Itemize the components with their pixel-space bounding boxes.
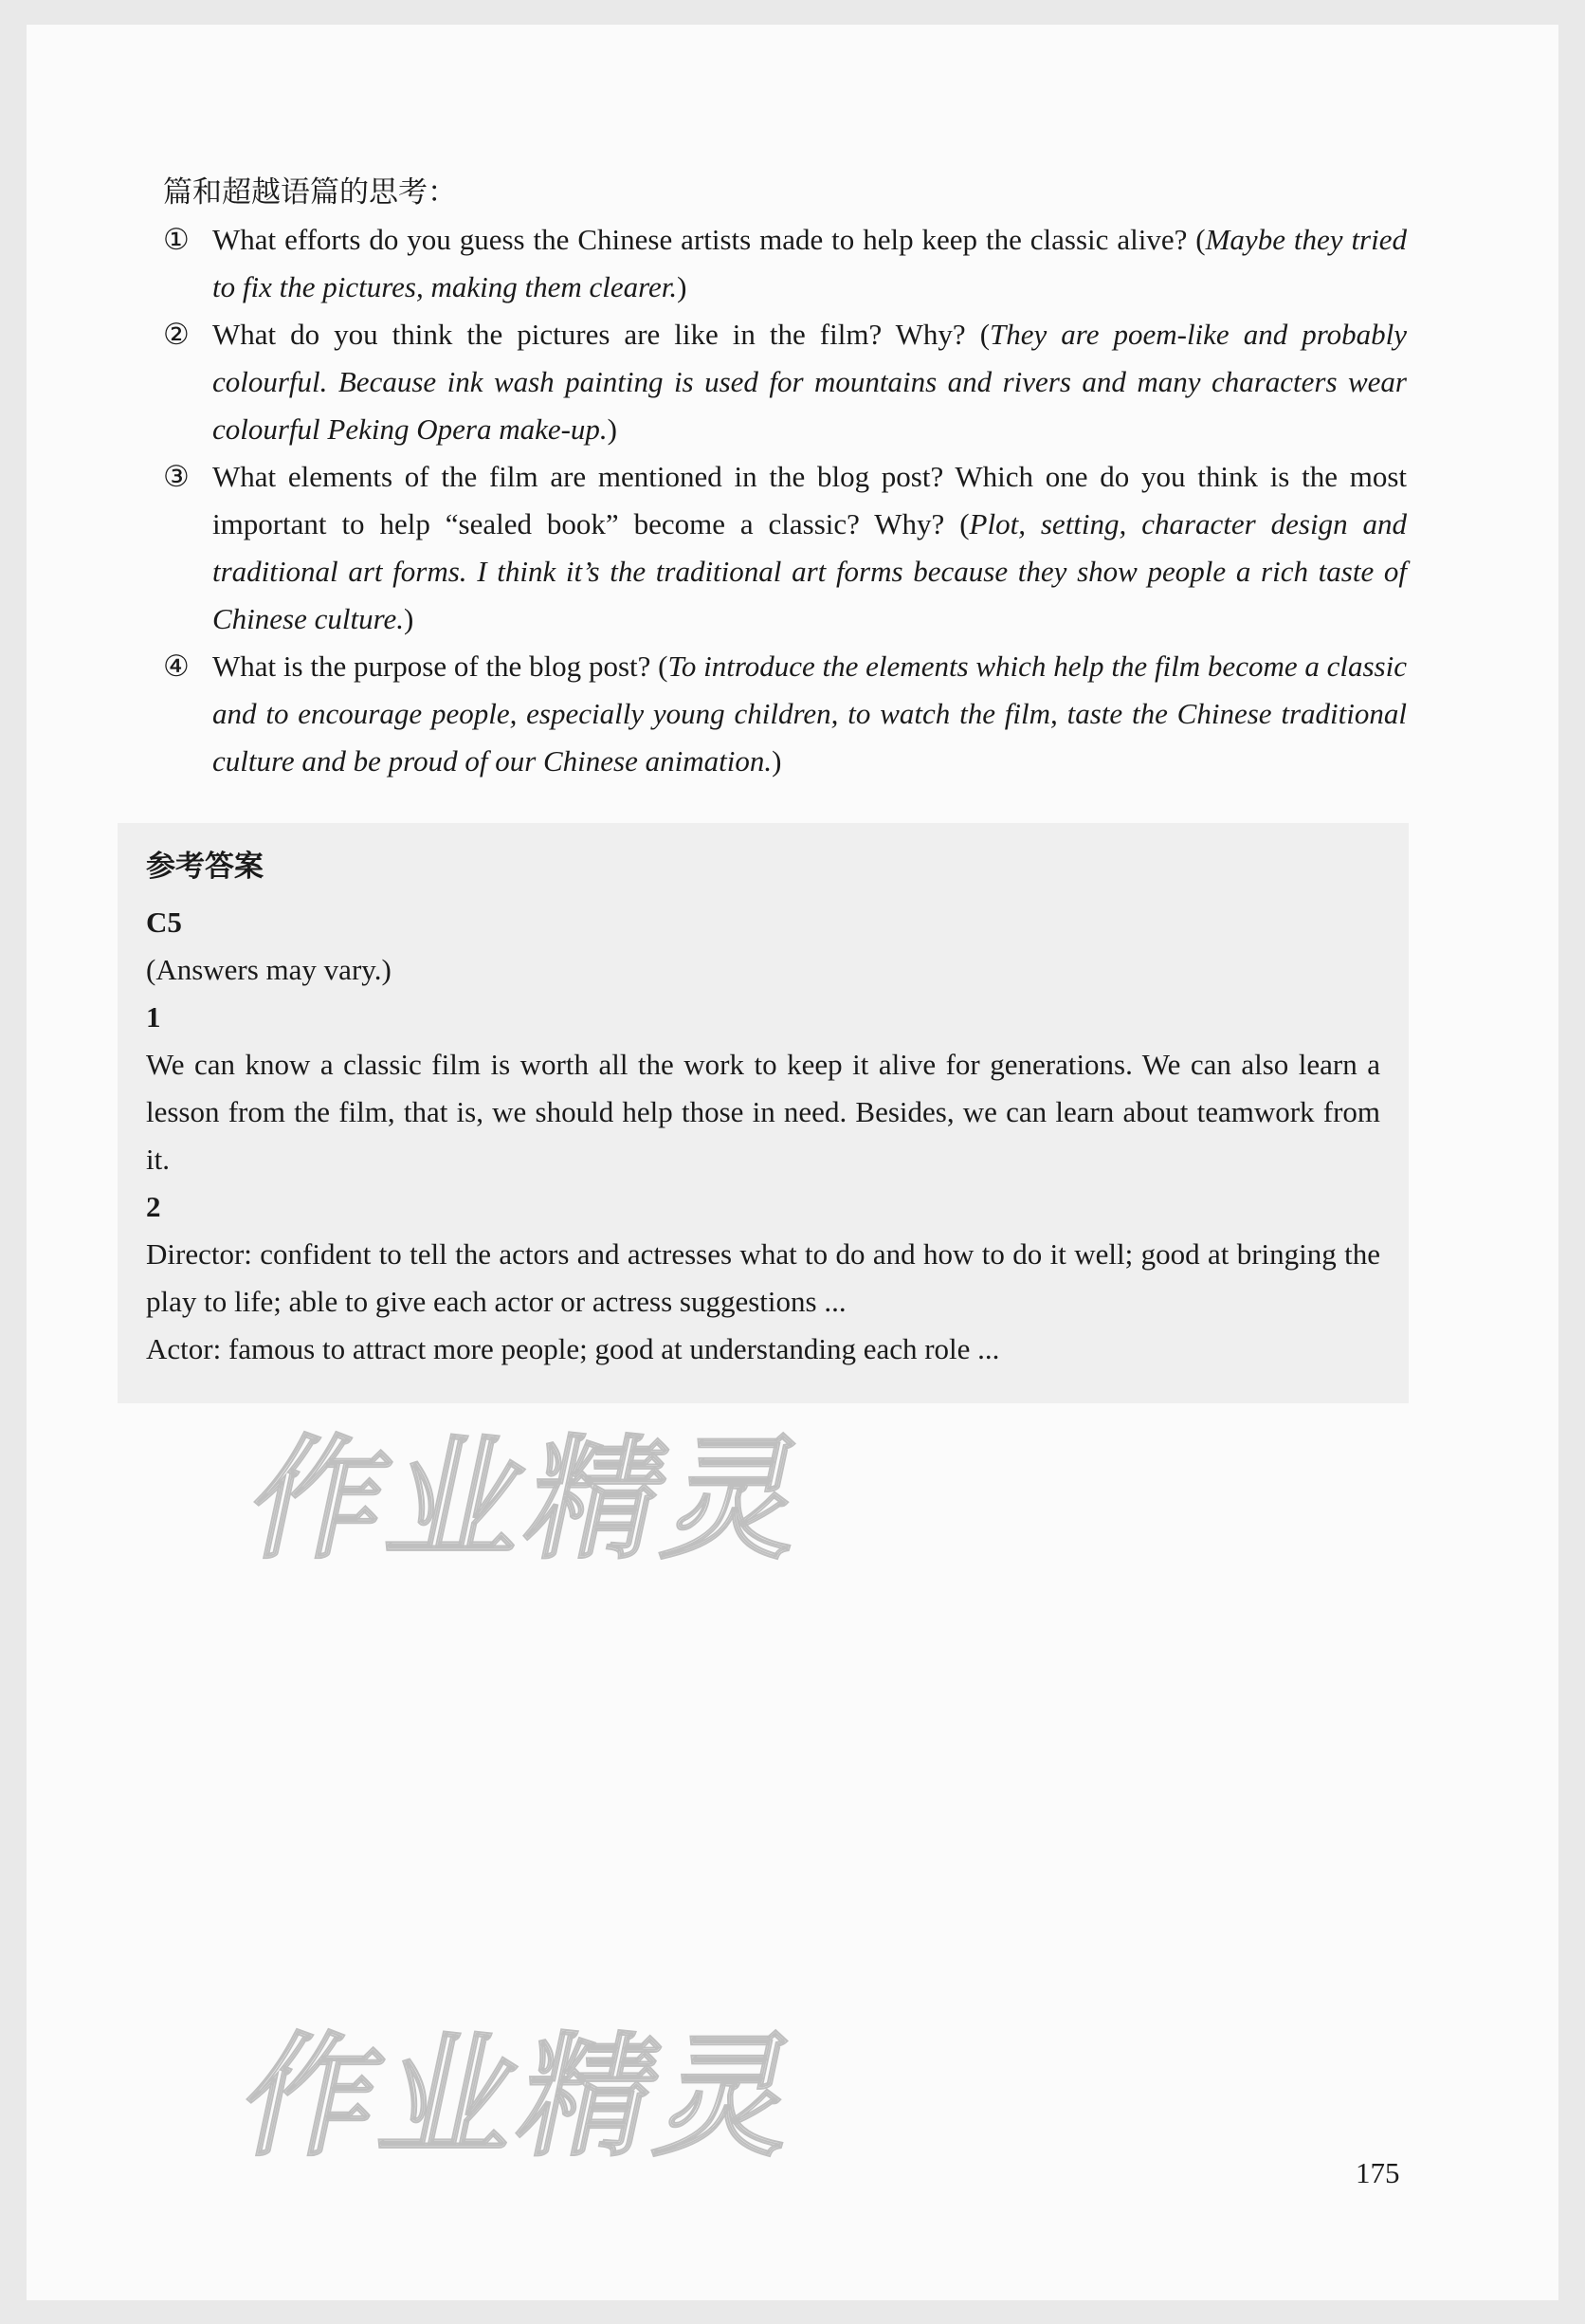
question-answer: Plot, setting, character design and traditional art forms. I think it’s the traditional art forms because they show people a rich taste of Chinese culture. xyxy=(212,507,1407,635)
answer-note: (Answers may vary.) xyxy=(146,953,392,986)
question-text: What do you think the pictures are like in the film? Why? ( xyxy=(212,318,991,351)
question-answer: They are poem-like and probably colourful. Because ink wash painting is used for mountains and rivers and many characters wear colourful Peking Opera make-up. xyxy=(212,318,1407,446)
question-number: ① xyxy=(163,223,190,257)
question-number: ② xyxy=(163,318,190,352)
question-item xyxy=(163,643,1407,785)
question-item xyxy=(163,311,1407,453)
question-number: ④ xyxy=(163,650,190,684)
question-text: What is the purpose of the blog post? ( xyxy=(212,650,668,683)
answer-director-text: Director: confident to tell the actors and actresses what to do and how to do it well; good at bringing the play to life; able to give each actor or actress suggestions ... xyxy=(146,1237,1380,1318)
question-text: What elements of the film are mentioned in the blog post? Which one do you think is the most important to help “sealed book” become a classic? Why? ( xyxy=(212,460,1407,540)
section-label: C5 xyxy=(146,906,182,939)
question-close: ) xyxy=(677,270,687,303)
intro-text: 篇和超越语篇的思考： xyxy=(163,175,457,209)
question-item xyxy=(163,216,1407,311)
question-number: ③ xyxy=(163,460,190,494)
answer-item-number: 1 xyxy=(146,1000,161,1034)
answer-item-number: 2 xyxy=(146,1190,161,1223)
page-number: 175 xyxy=(1356,2156,1400,2189)
answer-actor-text: Actor: famous to attract more people; good at understanding each role ... xyxy=(146,1332,1000,1365)
reference-answer-box xyxy=(118,823,1409,1403)
question-close: ) xyxy=(772,744,782,778)
questions-section xyxy=(163,169,1407,785)
watermark-logo: 作业精灵 xyxy=(237,1423,824,1578)
question-answer: Maybe they tried to fix the pictures, making them clearer. xyxy=(212,223,1407,303)
question-answer: To introduce the elements which help the film become a classic and to encourage people, especially young children, to watch the film, taste the Chinese traditional culture and be proud of our Chinese animation. xyxy=(212,650,1407,778)
question-text: What efforts do you guess the Chinese artists made to help keep the classic alive? ( xyxy=(212,223,1206,256)
question-close: ) xyxy=(404,602,414,635)
reference-answer-title: 参考答案 xyxy=(146,850,264,884)
reference-answer-content xyxy=(146,842,1380,1373)
question-list xyxy=(163,216,1407,785)
watermark-logo: 作业精灵 xyxy=(229,2021,816,2175)
question-close: ) xyxy=(607,412,617,446)
answer-item-text: We can know a classic film is worth all the work to keep it alive for generations. We can also learn a lesson from the film, that is, we should help those in need. Besides, we can learn about teamwork from it. xyxy=(146,1048,1380,1176)
question-item xyxy=(163,453,1407,643)
